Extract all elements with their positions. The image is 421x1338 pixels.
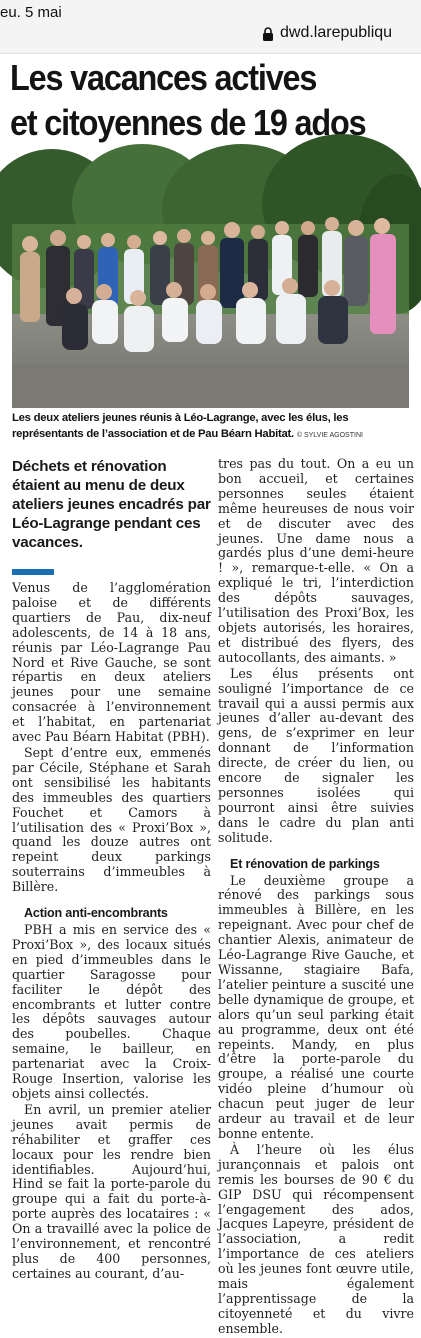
photo-caption [12,411,412,443]
lock-icon [262,27,274,41]
article-lead: Déchets et rénovation étaient au menu de deux ateliers jeunes encadrés par Léo-Lagrange pendant ces vacances. [12,458,211,551]
caption-text: Les deux ateliers jeunes réunis à Léo-Lagrange, avec les élus, les représentants de l’association et de Pau Béarn Habitat. [12,412,349,440]
browser-top-bar [0,0,421,54]
article-column-left [12,457,211,1283]
headline-line-2: et citoyennes de 19 ados [10,102,366,143]
paragraph-7: Le deuxième groupe a rénové des parkings sous immeubles à Billère, en les repeignant. Avec pour chef de chantier Alexis, animateur de Léo-Lagrange Rive Gauche, et Wissanne, stagiaire Bafa, l’atelier peinture a suscité une belle dynamique de groupe, et alors qu’un seul parking était au programme, deux ont été repeints. Mandy, en plus d’être la porte-parole du groupe, a réalisé une courte vidéo pleine d’humour où chacun peut juger de leur ardeur au travail et de leur bonne entente. [218,872,414,1141]
address-bar-url[interactable]: dwd.larepubliqu [280,24,393,41]
status-date: eu. 5 mai [0,4,62,21]
paragraph-1: Venus de l’agglomération paloise et de différents quartiers de Pau, dix-neuf adolescents, de 14 à 18 ans, réunis par Léo-Lagrange Pau Nord et Rive Gauche, se sont répartis en deux ateliers jeunes pour une semaine consacrée à l’environnement et l’habitat, en partenariat avec Pau Béarn Habitat (PBH). [12,580,211,745]
accent-bar [12,569,54,575]
article-headline [10,55,375,145]
article-column-right [218,457,414,1338]
paragraph-4: En avril, un premier atelier jeunes avait permis de réhabiliter et graffer ces locaux pour les rendre bien identifiables. Aujourd’hui, Hind se fait la porte-parole du groupe qui a fait du porte-à-porte auprès des locataires : « On a travaillé avec la police de l’environnement, et rencontré plus de 400 personnes, certaines au courant, d’au- [12,1101,211,1281]
article-photo [12,164,409,408]
subheading-anti-encombrants: Action anti-encombrants [24,906,168,921]
group-photo-illustration [12,164,409,408]
photo-credit: © SYLVIE AGOSTINI [296,431,363,439]
subheading-renovation-parkings: Et rénovation de parkings [230,856,380,871]
paragraph-6: Les élus présents ont souligné l’importance de ce travail qui a aussi permis aux jeunes d’aller au-devant des gens, de s’exprimer en leur donnant de l’information directe, de créer du lien, ou encore de signaler les personnes isolées qui pourront ainsi être suivies dans le cadre du plan anti solitude. [218,665,414,845]
paragraph-3: PBH a mis en service des « Proxi’Box », des locaux situés en pied d’immeubles dans le quartier Saragosse pour faciliter le dépôt des encombrants et lutter contre les dépôts sauvages autour des poubelles. Chaque semaine, le bailleur, en partenariat avec la Croix-Rouge Insertion, valorise les objets ainsi collectés. [12,922,211,1101]
paragraph-2: Sept d’entre eux, emmenés par Cécile, Stéphane et Sarah ont sensibilisé les habitants des immeubles des quartiers Fouchet et Camors à l’utilisation des « Proxi’Box », quand les douze autres ont repeint deux parkings souterrains d’immeubles à Billère. [12,744,211,895]
paragraph-5: tres pas du tout. On a eu un bon accueil, et certaines personnes seules étaient même heureuses de nous voir et de discuter avec des jeunes. Une dame nous a gardés plus d’une demi-heure ! », remarque-t-elle. « On a expliqué le tri, l’interdiction des dépôts sauvages, l’utilisation des Proxi’Box, les objets autorisés, les horaires, et distribué des flyers, des autocollants, des aimants. » [218,456,414,665]
paragraph-8: À l’heure où les élus jurançonnais et palois ont remis les bourses de 90 € du GIP DSU qui récompensent l’engagement des ados, Jacques Lapeyre, président de l’association, a redit l’importance de ces ateliers où les jeunes font œuvre utile, mais également l’apprentissage de la citoyenneté et du vivre ensemble. [218,1141,414,1336]
headline-line-1: Les vacances actives [10,57,317,98]
